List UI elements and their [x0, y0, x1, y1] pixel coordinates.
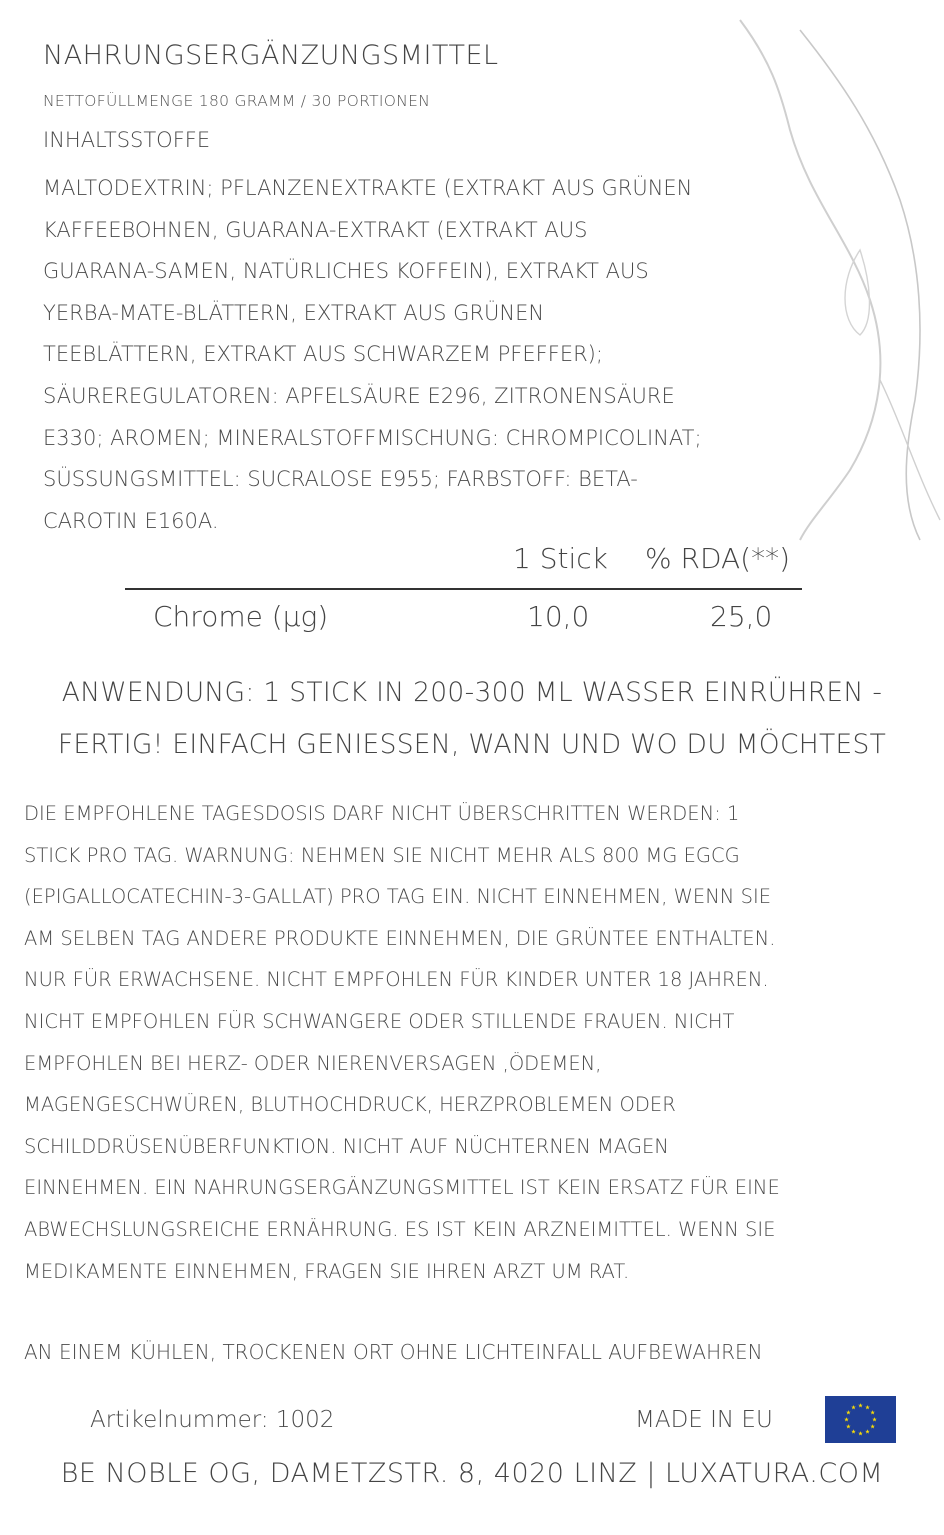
warning-line: (EPIGALLOCATECHIN-3-GALLAT) PRO TAG EIN. NICHT EINNEHMEN, WENN SIE — [24, 885, 772, 909]
ingredients-line: KAFFEEBOHNEN, GUARANA-EXTRAKT (EXTRAKT AUS — [43, 217, 588, 242]
warnings-block — [24, 793, 924, 1292]
table-header-stick: 1 Stick — [513, 542, 608, 575]
table-header-rda: % RDA(**) — [645, 542, 791, 575]
warning-line: NICHT EMPFOHLEN FÜR SCHWANGERE ODER STILLENDE FRAUEN. NICHT — [24, 1009, 735, 1033]
net-content: NETTOFÜLLMENGE 180 GRAMM / 30 PORTIONEN — [43, 92, 431, 110]
made-in-eu-label: MADE IN EU — [635, 1407, 773, 1433]
product-category-title: NAHRUNGSERGÄNZUNGSMITTEL — [43, 40, 499, 71]
ingredients-heading: INHALTSSTOFFE — [43, 128, 211, 152]
warning-line: AM SELBEN TAG ANDERE PRODUKTE EINNEHMEN, DIE GRÜNTEE ENTHALTEN. — [24, 926, 776, 950]
ingredients-line: SÜSSUNGSMITTEL: SUCRALOSE E955; FARBSTOFF: BETA- — [43, 467, 638, 492]
company-address: BE NOBLE OG, DAMETZSTR. 8, 4020 LINZ | LUXATURA.COM — [60, 1458, 884, 1489]
table-row-rda-value: 25,0 — [710, 600, 773, 633]
eu-flag-icon — [825, 1396, 896, 1443]
usage-line-1: ANWENDUNG: 1 STICK IN 200-300 ML WASSER EINRÜHREN - — [61, 677, 883, 708]
warning-line: ABWECHSLUNGSREICHE ERNÄHRUNG. ES IST KEIN ARZNEIMITTEL. WENN SIE — [24, 1217, 776, 1241]
ingredients-line: YERBA-MATE-BLÄTTERN, EXTRAKT AUS GRÜNEN — [43, 300, 545, 325]
warning-line: NUR FÜR ERWACHSENE. NICHT EMPFOHLEN FÜR KINDER UNTER 18 JAHREN. — [24, 968, 769, 992]
ingredients-line: MALTODEXTRIN; PFLANZENEXTRAKTE (EXTRAKT AUS GRÜNEN — [43, 176, 693, 200]
ingredients-list — [43, 168, 763, 542]
warning-line: MAGENGESCHWÜREN, BLUTHOCHDRUCK, HERZPROBLEMEN ODER — [24, 1093, 676, 1117]
ingredients-line: CAROTIN E160A. — [43, 508, 219, 533]
warning-line: EINNEHMEN. EIN NAHRUNGSERGÄNZUNGSMITTEL IST KEIN ERSATZ FÜR EINE — [24, 1176, 780, 1200]
ingredients-line: SÄUREREGULATOREN: APFELSÄURE E296, ZITRONENSÄURE — [43, 383, 675, 408]
table-row-label: Chrome (µg) — [153, 600, 329, 633]
ingredients-line: GUARANA-SAMEN, NATÜRLICHES KOFFEIN), EXTRAKT AUS — [43, 259, 649, 284]
warning-line: MEDIKAMENTE EINNEHMEN, FRAGEN SIE IHREN ARZT UM RAT. — [24, 1259, 630, 1283]
article-number: Artikelnummer: 1002 — [90, 1407, 335, 1433]
ingredients-line: E330; AROMEN; MINERALSTOFFMISCHUNG: CHROMPICOLINAT; — [43, 425, 702, 450]
table-row-stick-value: 10,0 — [527, 600, 590, 633]
storage-instructions: AN EINEM KÜHLEN, TROCKENEN ORT OHNE LICHTEINFALL AUFBEWAHREN — [24, 1340, 763, 1364]
warning-line: EMPFOHLEN BEI HERZ- ODER NIERENVERSAGEN ,ÖDEMEN, — [24, 1051, 602, 1075]
warning-line: SCHILDDRÜSENÜBERFUNKTION. NICHT AUF NÜCHTERNEN MAGEN — [24, 1134, 669, 1158]
warning-line: DIE EMPFOHLENE TAGESDOSIS DARF NICHT ÜBERSCHRITTEN WERDEN: 1 — [24, 802, 740, 825]
warning-line: STICK PRO TAG. WARNUNG: NEHMEN SIE NICHT MEHR ALS 800 MG EGCG — [24, 843, 740, 867]
table-divider — [125, 588, 802, 590]
ingredients-line: TEEBLÄTTERN, EXTRAKT AUS SCHWARZEM PFEFFER); — [43, 342, 603, 367]
usage-line-2: FERTIG! EINFACH GENIESSEN, WANN UND WO DU MÖCHTEST — [57, 729, 887, 760]
